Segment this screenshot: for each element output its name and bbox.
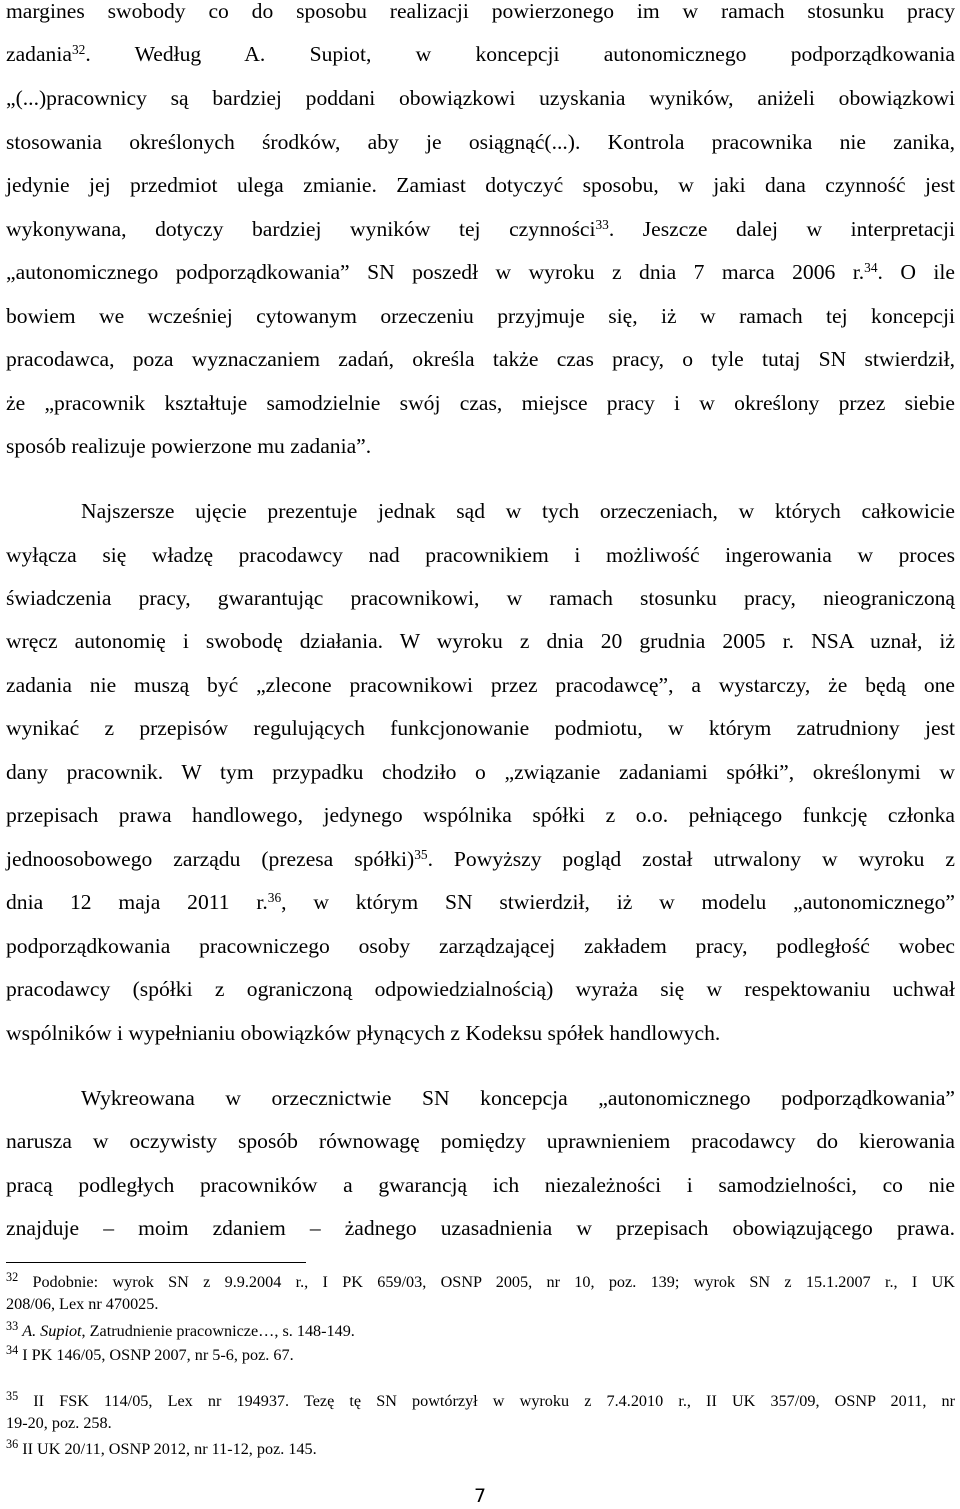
footnote-32: $^{32}$ Podobnie: wyrok SN z 9.9.2004 r., I PK 659/03, OSNP 2005, nr 10, poz. 139; wyrok SN z 15.1.2007 r., I UK 208/06, Lex nr 470025. (6, 1269, 955, 1313)
paragraph-1-line-5: jedynie jej przedmiot ulega zmianie. Zamiast dotyczyć sposobu, w jaki dana czynność jest (6, 173, 955, 197)
page-number: 7 (473, 1485, 487, 1507)
paragraph-2-line-2: wyłącza się władzę pracodawcy nad pracownikiem i możliwość ingerowania w proces (6, 543, 955, 567)
paragraph-3-line-2: narusza w oczywisty sposób równowagę pomiędzy uprawnieniem pracodawcy do kierowania (6, 1129, 955, 1153)
paragraph-1-line-4: stosowania określonych środków, aby je osiągnąć(...). Kontrola pracownika nie zanika, (6, 130, 955, 154)
paragraph-2-line-3: świadczenia pracy, gwarantując pracownikowi, w ramach stosunku pracy, nieograniczoną (6, 586, 955, 610)
footnote-separator (6, 1262, 306, 1263)
footnote-number: 33 (6, 1318, 19, 1333)
paragraph-2-line-10: dnia 12 maja 2011 r.$^{36}$, w którym SN stwierdził, iż w modelu „autonomicznego” (6, 889, 955, 914)
paragraph-2-line-4: wręcz autonomię i swobodę działania. W wyroku z dnia 20 grudnia 2005 r. NSA uznał, iż (6, 629, 955, 653)
paragraph-3-line-4: znajduje – moim zdaniem – żadnego uzasadnienia w przepisach obowiązującego prawa. (6, 1216, 955, 1240)
paragraph-2-line-6: wynikać z przepisów regulujących funkcjonowanie podmiotu, w którym zatrudniony jest (6, 716, 955, 740)
paragraph-3-line-1: Wykreowana w orzecznictwie SN koncepcja „autonomicznego podporządkowania” (81, 1086, 955, 1110)
paragraph-2-line-5: zadania nie muszą być „zlecone pracownikowi przez pracodawcę”, a wystarczy, że będą one (6, 673, 955, 697)
paragraph-1-line-9: pracodawca, poza wyznaczaniem zadań, określa także czas pracy, o tyle tutaj SN stwierdził, (6, 347, 955, 371)
paragraph-1-line-1: margines swobody co do sposobu realizacji powierzonego im w ramach stosunku pracy (6, 0, 955, 23)
footnote-ref-34[interactable]: 34 (864, 259, 878, 275)
footnote-number: 34 (6, 1342, 19, 1357)
footnote-36: $^{36}$ II UK 20/11, OSNP 2012, nr 11-12, poz. 145. (6, 1436, 317, 1458)
paragraph-2-line-13: wspólników i wypełnianiu obowiązków płynących z Kodeksu spółek handlowych. (6, 1021, 721, 1045)
footnote-number: 35 (6, 1388, 19, 1403)
paragraph-2-line-8: przepisach prawa handlowego, jedynego wspólnika spółki z o.o. pełniącego funkcję członka (6, 803, 955, 827)
footnote-author: A. Supiot (22, 1322, 82, 1340)
paragraph-2-line-7: dany pracownik. W tym przypadku chodziło o „związanie zadaniami spółki”, określonymi w (6, 760, 955, 784)
paragraph-2-line-9: jednoosobowego zarządu (prezesa spółki)$^{35}$. Powyższy pogląd został utrwalony w wyroku z (6, 846, 955, 871)
paragraph-1-line-7: „autonomicznego podporządkowania” SN poszedł w wyroku z dnia 7 marca 2006 r.$^{34}$. O ile (6, 259, 956, 284)
footnote-ref-35[interactable]: 35 (414, 846, 428, 862)
paragraph-1-line-6: wykonywana, dotyczy bardziej wyników tej czynności$^{33}$. Jeszcze dalej w interpretacji (6, 216, 955, 241)
footnote-33: $^{33}$ A. Supiot, Zatrudnienie pracownicze…, s. 148-149. (6, 1318, 355, 1340)
footnote-number: 36 (6, 1436, 19, 1451)
footnote-34: $^{34}$ I PK 146/05, OSNP 2007, nr 5-6, poz. 67. (6, 1342, 294, 1364)
paragraph-1-line-8: bowiem we wcześniej cytowanym orzeczeniu przyjmuje się, iż w ramach tej koncepcji (6, 304, 955, 328)
footnote-ref-36[interactable]: 36 (267, 889, 282, 905)
footnote-35: $^{35}$ II FSK 114/05, Lex nr 194937. Tezę tę SN powtórzył w wyroku z 7.4.2010 r., II UK 357/09, OSNP 2011, nr 19-20, poz. 258. (6, 1388, 955, 1432)
footnote-ref-33[interactable]: 33 (595, 216, 609, 232)
paragraph-2-line-1: Najszersze ujęcie prezentuje jednak sąd w tych orzeczeniach, w których całkowicie (81, 499, 955, 523)
paragraph-1-line-3: „(...)pracownicy są bardziej poddani obowiązkowi uzyskania wyników, aniżeli obowiązkowi (6, 86, 955, 110)
paragraph-1-line-10: że „pracownik kształtuje samodzielnie swój czas, miejsce pracy i w określony przez siebie (6, 391, 955, 415)
footnote-ref-32[interactable]: 32 (71, 41, 86, 57)
paragraph-2-line-12: pracodawcy (spółki z ograniczoną odpowiedzialnością) wyraża się w respektowaniu uchwał (6, 977, 955, 1001)
paragraph-1-line-2: zadania$^{32}$. Według A. Supiot, w koncepcji autonomicznego podporządkowania (6, 41, 955, 66)
paragraph-1-line-11: sposób realizuje powierzone mu zadania”. (6, 434, 372, 458)
footnote-number: 32 (6, 1269, 19, 1284)
paragraph-2-line-11: podporządkowania pracowniczego osoby zarządzającej zakładem pracy, podległość wobec (6, 934, 955, 958)
paragraph-3-line-3: pracą podległych pracowników a gwarancją ich niezależności i samodzielności, co nie (6, 1173, 955, 1197)
